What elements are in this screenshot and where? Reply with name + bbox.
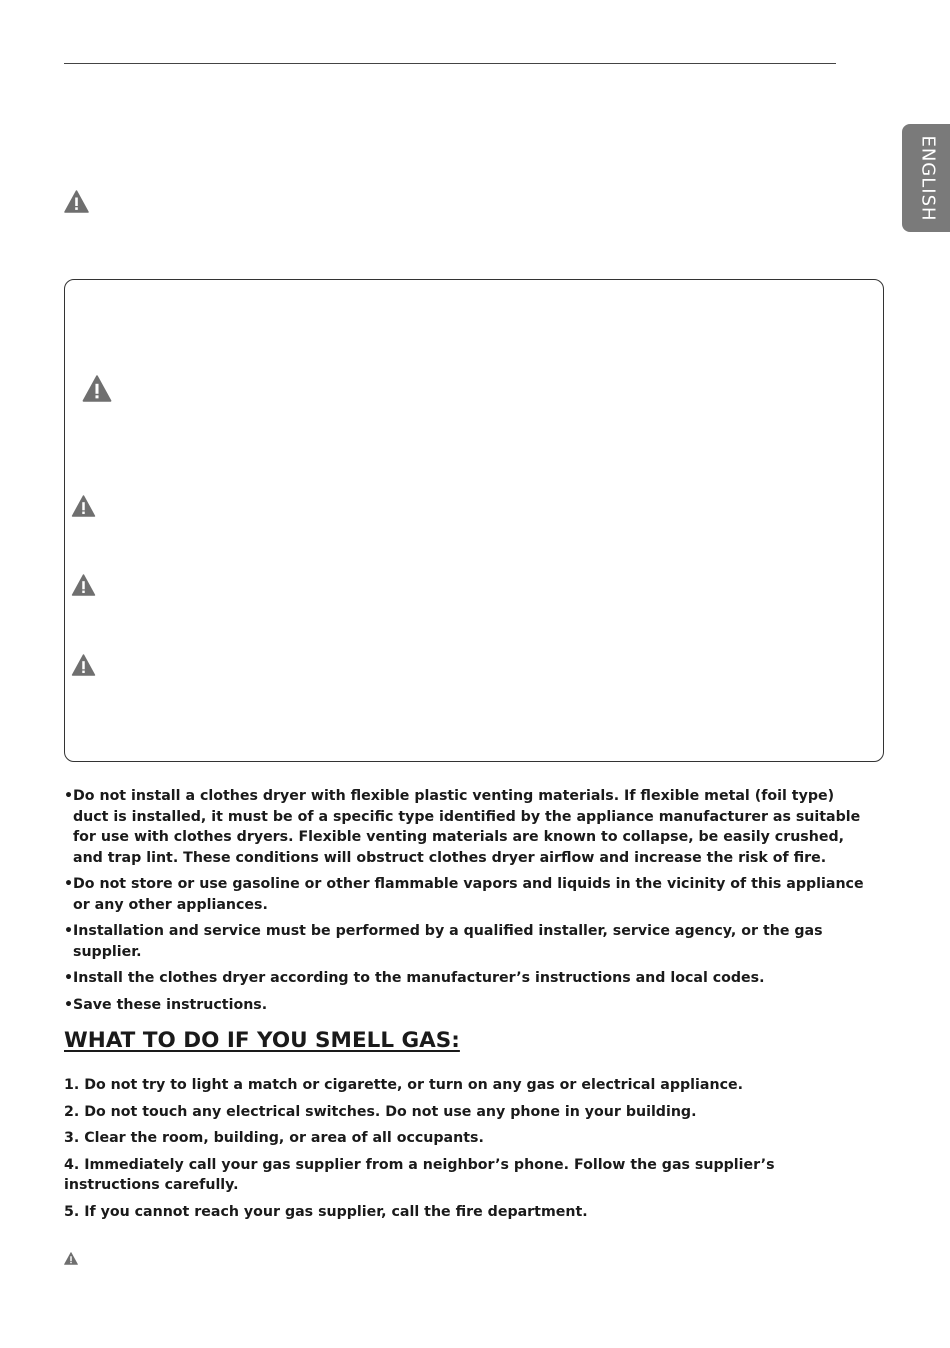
warning-triangle-icon [64,1252,78,1265]
list-item: •Do not install a clothes dryer with flexible plastic venting materials. If flexible metal (foil type) duct is installed, it must be of a specific type identified by the appliance manufacturer as suitable for use with clothes dryers. Flexible venting materials are known to collapse, be easily crushed, and trap lint. These conditions will obstruct clothes dryer airflow and increase the risk of fire. [64,788,861,866]
list-item: 2. Do not touch any electrical switches. Do not use any phone in your building. [64,1103,697,1120]
list-item: •Save these instructions. [64,996,268,1013]
list-item: •Installation and service must be performed by a qualified installer, service agency, or the gas supplier. [64,923,823,960]
list-item: 3. Clear the room, building, or area of all occupants. [64,1130,484,1146]
warning-triangle-icon [71,654,96,676]
warning-triangle-icon [71,495,96,517]
warning-triangle-icon [82,375,112,402]
language-tab[interactable] [902,124,950,232]
list-item: •Do not store or use gasoline or other flammable vapors and liquids in the vicinity of this appliance or any other appliances. [64,876,864,913]
language-tab-label: ENGLISH [917,134,939,222]
list-item: 4. Immediately call your gas supplier from a neighbor’s phone. Follow the gas supplier’s instructions carefully. [64,1156,775,1193]
list-item: •Install the clothes dryer according to the manufacturer’s instructions and local codes. [64,970,765,986]
list-item: 5. If you cannot reach your gas supplier, call the fire department. [64,1203,588,1220]
gas-smell-heading: WHAT TO DO IF YOU SMELL GAS: [64,1028,460,1053]
warning-triangle-icon [71,574,96,596]
header-divider [64,63,836,64]
list-item: 1. Do not try to light a match or cigarette, or turn on any gas or electrical appliance. [64,1077,743,1093]
gas-steps-list [64,1075,844,1228]
warning-triangle-icon [64,190,89,213]
safety-bullet-list [64,786,874,1021]
safety-warning-box [64,279,884,762]
